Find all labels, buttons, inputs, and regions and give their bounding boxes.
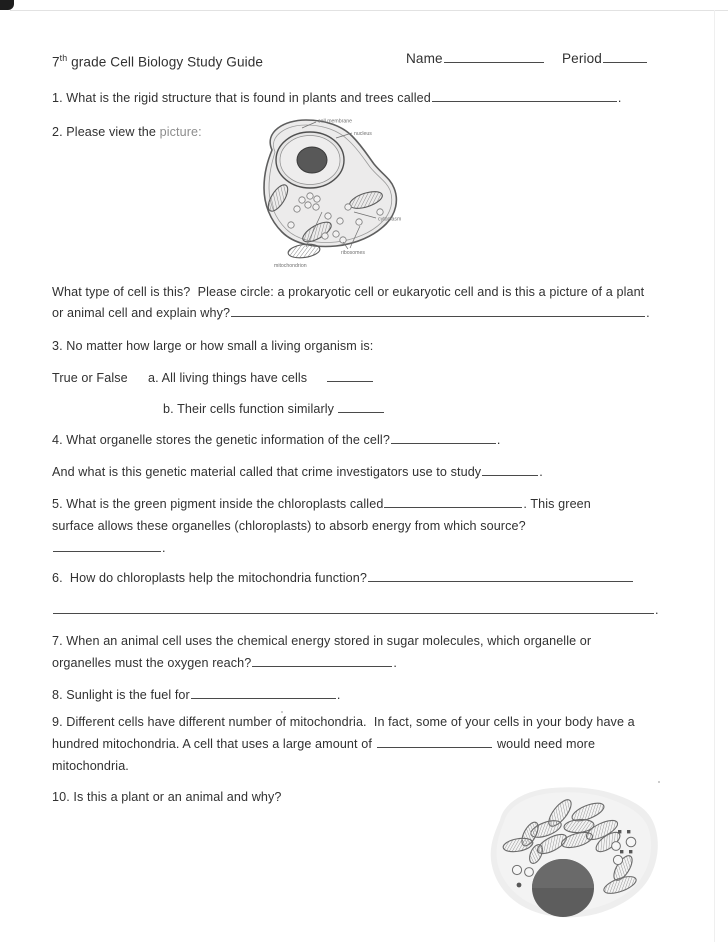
svg-text:cytoplasm: cytoplasm: [378, 216, 402, 223]
question-2-followup-line-2: [52, 303, 650, 324]
question-8-period: .: [336, 688, 341, 702]
page-title: [52, 48, 263, 73]
question-3b: [163, 399, 385, 420]
question-4b-blank[interactable]: [482, 463, 538, 476]
question-5-blank-1[interactable]: [384, 495, 522, 508]
svg-text:mitochondrion: mitochondrion: [274, 263, 307, 269]
question-2-period: .: [646, 306, 650, 320]
question-2-text: 2. Please view the: [52, 125, 157, 139]
question-2-blank[interactable]: [231, 304, 645, 317]
name-blank[interactable]: [444, 49, 544, 63]
question-3-true-false-label: [52, 368, 128, 389]
question-6: [52, 568, 634, 589]
question-2-followup-text-2: or animal cell and explain why?: [52, 306, 231, 320]
question-7-period: .: [393, 656, 397, 670]
name-field-label: [406, 48, 545, 69]
question-8-text: 8. Sunlight is the fuel for: [52, 688, 190, 702]
animal-cell-diagram: [244, 112, 424, 272]
question-2-followup-text-1: What type of cell is this? Please circle: a prokaryotic cell or eukaryotic cell and is this a picture of a plant: [52, 285, 645, 299]
question-9-blank[interactable]: [377, 735, 492, 748]
question-8-blank[interactable]: [191, 686, 336, 699]
question-5-line-2: [52, 516, 526, 537]
question-6-text: 6. How do chloroplasts help the mitochondria function?: [52, 571, 367, 585]
question-3a-blank[interactable]: [327, 369, 373, 382]
question-3b-text: b. Their cells function similarly: [163, 402, 335, 416]
question-7-line-2: [52, 653, 397, 674]
question-4-text: 4. What organelle stores the genetic information of the cell?: [52, 433, 390, 447]
question-3a: [148, 368, 374, 389]
question-3a-text: a. All living things have cells: [148, 371, 308, 385]
question-3-tf-text: True or False: [52, 371, 128, 385]
question-4-blank[interactable]: [391, 431, 496, 444]
question-4-period: .: [496, 433, 501, 447]
question-7-text-1: 7. When an animal cell uses the chemical energy stored in sugar molecules, which organelle or: [52, 634, 592, 648]
question-6-blank-2[interactable]: [53, 601, 654, 614]
question-9-line-2: [52, 734, 595, 755]
question-3-text: 3. No matter how large or how small a living organism is:: [52, 339, 374, 353]
question-3: [52, 336, 373, 357]
question-5-text-1: 5. What is the green pigment inside the chloroplasts called: [52, 497, 384, 511]
question-4b: [52, 462, 543, 483]
question-1-text: 1. What is the rigid structure that is found in plants and trees called: [52, 91, 431, 105]
question-1-period: .: [617, 91, 622, 105]
question-9-text-2: hundred mitochondria. A cell that uses a large amount of: [52, 737, 372, 751]
question-5-line-3: [52, 538, 166, 559]
question-2-highlight: picture:: [156, 125, 202, 139]
period-field-label: [562, 48, 648, 69]
question-1: [52, 88, 621, 109]
question-2: [52, 122, 202, 143]
question-4b-period: .: [539, 465, 543, 479]
plant-cell-photo: [468, 776, 686, 928]
question-5-line-1: [52, 494, 591, 515]
page-title-grade: 7: [52, 54, 60, 70]
question-1-blank[interactable]: [432, 89, 617, 102]
question-2-followup-line-1: [52, 282, 644, 303]
question-3b-blank[interactable]: [338, 400, 384, 413]
period-blank[interactable]: [603, 49, 647, 63]
name-label-text: Name: [406, 51, 443, 66]
question-5-text-2: surface allows these organelles (chloroplasts) to absorb energy from which source?: [52, 519, 526, 533]
question-7-text-2: organelles must the oxygen reach?: [52, 656, 252, 670]
page-title-ordinal: th: [59, 53, 68, 63]
period-label-text: Period: [562, 51, 602, 66]
question-8: [52, 685, 340, 706]
page-title-rest: grade Cell Biology Study Guide: [67, 54, 264, 70]
question-6-blank-1[interactable]: [368, 569, 633, 582]
svg-text:cell membrane: cell membrane: [318, 118, 353, 125]
question-10-text: 10. Is this a plant or an animal and why?: [52, 790, 282, 804]
question-4b-text: And what is this genetic material called that crime investigators use to study: [52, 465, 482, 479]
question-9-line-1: [52, 712, 635, 733]
question-5-period: .: [162, 541, 166, 555]
question-5-text-after: . This green: [523, 497, 591, 511]
svg-text:nucleus: nucleus: [354, 131, 372, 137]
svg-text:ribosomes: ribosomes: [341, 250, 365, 256]
question-10: [52, 787, 282, 808]
question-6-period: .: [655, 603, 659, 617]
question-5-blank-2[interactable]: [53, 539, 161, 552]
question-9-text-1: 9. Different cells have different number of mitochondria. In fact, some of your cells in your body have a: [52, 715, 635, 729]
question-9-text-3: mitochondria.: [52, 759, 129, 773]
question-4: [52, 430, 501, 451]
question-7-blank[interactable]: [252, 654, 392, 667]
question-6-line-2: [52, 600, 659, 621]
question-9-text-after: would need more: [496, 737, 596, 751]
question-9-line-3: [52, 756, 129, 777]
question-7-line-1: [52, 631, 591, 652]
